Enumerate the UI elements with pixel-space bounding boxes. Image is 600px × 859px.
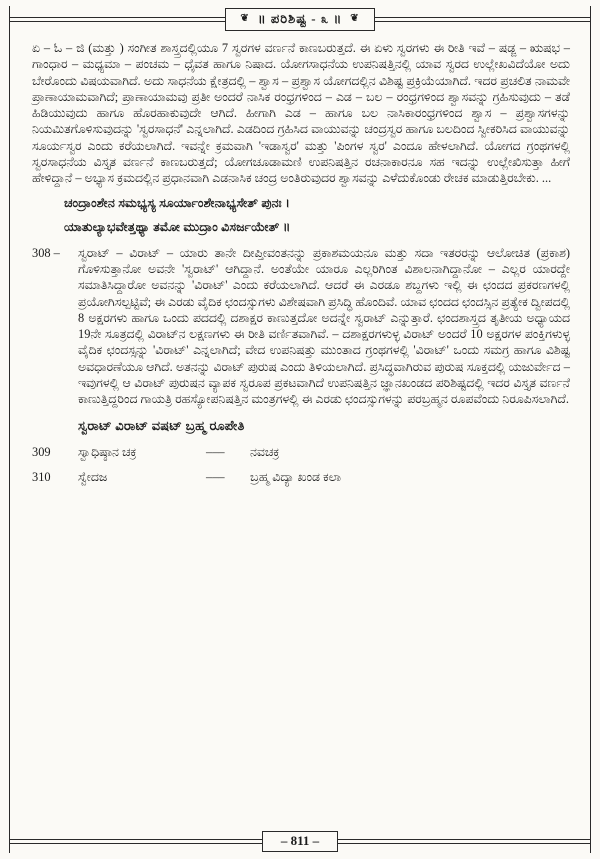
entry-309-number: 309 bbox=[32, 445, 51, 459]
glossary-entry-308 bbox=[32, 245, 570, 408]
glossary-entry-310 bbox=[32, 469, 570, 485]
page-header bbox=[10, 6, 590, 32]
header-ornament-right-icon: ❦ bbox=[350, 13, 360, 24]
shloka-line-1: ಚಂದ್ರಾಂಶೇನ ಸಮಭ್ಯಸ್ಯ ಸೂರ್ಯಾಂಶೇನಾಭ್ಯಸೇತ್ ಪುನಃ । bbox=[64, 196, 291, 211]
section-heading: ಸ್ವರಾಟ್ ವಿರಾಟ್ ವಷಟ್ ಬ್ರಹ್ಮ ರೂಪೇತಿ bbox=[78, 419, 245, 434]
entry-309-dashes: ––– bbox=[206, 445, 225, 459]
page-title: ॥ ಪರಿಶಿಷ್ಟ - ೩ ॥ bbox=[257, 10, 343, 26]
header-title-box bbox=[225, 8, 374, 31]
entry-308-text: ಸ್ವರಾಟ್ – ವಿರಾಟ್ – ಯಾರು ತಾನೇ ದೀಪ್ತೀವಂತನನ್ನು ಪ್ರಕಾಶಮಯನೂ ಮತ್ತು ಸದಾ ಇತರರನ್ನು ಆಲೋಚಿತ (ಪ್ರಕಾಶ) ಗೊಳಿಸುತ್ತಾನೋ ಅವನೇ 'ಸ್ವರಾಟ್' ಆಗಿದ್ದಾನೆ. ಅಂತೆಯೇ ಯಾರೂ ಎಲ್ಲರಿಗಿಂತ ವಿಶಾಲನಾಗಿದ್ದಾನೋ – ಎಲ್ಲರ ಯಾರದ್ದೇ ಸಮಾತಿಸಿದ್ದಾರೋ ಅವನನ್ನು 'ವಿರಾಟ್' ಎಂದು ಕರೆಯಲಾಗಿದೆ. ಆದರೆ ಈ ಎರಡೂ ಶಬ್ದಗಳು ಇಲ್ಲಿ ಈ ಛಂದದ ಪ್ರಕರಣಗಳಲ್ಲಿ ಪ್ರಯೋಗಿಸಲ್ಪಟ್ಟಿವೆ; ಈ ಎರಡು ವೈದಿಕ ಛಂದಸ್ಸುಗಳು ವಿಶೇಷವಾಗಿ ಪ್ರಸಿದ್ಧಿ ಹೊಂದಿವೆ. ಯಾವ ಛಂದದ ಛಂದಸ್ಸಿನ ಪ್ರತ್ಯೇಕ ದ್ವೀಪದಲ್ಲಿ 8 ಅಕ್ಷರಗಳು ಹಾಗೂ ಒಂದು ಪದದಲ್ಲಿ ದಶಾಕ್ಷರ ಕಾಣುತ್ತದೋ ಅದನ್ನೇ ಸ್ವರಾಟ್ ಎನ್ನುತ್ತಾರೆ. ಛಂದಶಾಸ್ತ್ರದ ತೃತೀಯ ಅಧ್ಯಾಯದ 19ನೇ ಸೂತ್ರದಲ್ಲಿ ವಿರಾಟ್‌ನ ಲಕ್ಷಣಗಳು ಈ ರೀತಿ ವರ್ಣಿತವಾಗಿವೆ. – ದಶಾಕ್ಷರಗಳುಳ್ಳ ವಿರಾಟ್ ಅಂದರೆ 10 ಅಕ್ಷರಗಳ ಪಂಕ್ತಿಗಳುಳ್ಳ ವೈದಿಕ ಛಂದಸ್ಸನ್ನು 'ವಿರಾಟ್' ಎನ್ನಲಾಗಿದೆ; ವೇದ ಉಪನಿಷತ್ತು ಮುಂತಾದ ಗ್ರಂಥಗಳಲ್ಲಿ 'ವಿರಾಟ್' ಒಂದು ಸಮಗ್ರ ಹಾಗೂ ವಿಶಿಷ್ಟ ಅವಧಾರಣೆಯೂ ಆಗಿದೆ. ಅತನನ್ನು ವಿರಾಟ್ ಪುರುಷ ಎಂದು ತಿಳಿಯಲಾಗಿದೆ. ಪ್ರಸಿದ್ಧವಾಗಿರುವ ಪುರುಷ ಸೂಕ್ತದಲ್ಲಿ ಯಜುರ್ವೇದ – ಇವುಗಳಲ್ಲಿ ಆ ವಿರಾಟ್ ಪುರುಷನ ವ್ಯಾಪಕ ಸ್ವರೂಪ ಪ್ರಕಟವಾಗಿದೆ ಉಪನಿಷತ್ತಿನ ಜ್ಞಾನಖಂಡದ ಪರಿಶಿಷ್ಟದಲ್ಲಿ ಇದರ ವಿಸ್ತೃತ ವರ್ಣನೆ ಕಾಣುತ್ತಿದ್ದರಿಂದ ಗಾಯತ್ರಿ ರಹಸ್ಯೋಪನಿಷತ್ತಿನ ಮಂತ್ರಗಳಲ್ಲಿ ಈ ಎರಡು ಛಂದಸ್ಸುಗಳನ್ನು ಪರಬ್ರಹ್ಮನ ರೂಪವೆಂದು ನಿರೂಪಿಸಲಾಗಿದೆ. bbox=[78, 245, 570, 406]
shloka-line-2: ಯಾತುಲ್ಯಾಭವೇತ್ತಥ್ಯಾ ತಮೋ ಮುದ್ರಾಂ ವಿಸರ್ಜಯೇತ್ ॥ bbox=[64, 219, 291, 234]
header-ornament-left-icon: ❦ bbox=[240, 13, 250, 24]
entry-309-definition: ನವಚಕ್ರ bbox=[250, 445, 280, 459]
footer-rule-left bbox=[10, 839, 262, 844]
entry-310-definition: ಬ್ರಹ್ಮ ವಿದ್ಯಾ ಖಂಡ ಕಲಾ bbox=[250, 470, 341, 485]
intro-paragraph: ಏ – ಓ – ಜಿ (ಮತ್ತು ) ಸಂಗೀತ ಶಾಸ್ತ್ರದಲ್ಲಿಯೂ 7 ಸ್ವರಗಳ ವರ್ಣನೆ ಕಾಣಬರುತ್ತದೆ. ಈ ಏಳು ಸ್ವರಗಳು ಈ ರೀತಿ ಇವೆ – ಷಡ್ಜ – ಋಷಭ – ಗಾಂಧಾರ – ಮಧ್ಯಮಾ – ಪಂಚಮ – ಧೈವತ ಹಾಗೂ ನಿಷಾದ. ಯೋಗಸಾಧನೆಯ ಉಪನಿಷತ್ತಿನಲ್ಲಿ ಯಾವ ಸ್ವರದ ಉಲ್ಲೇಖವಿದೆಯೋ ಅದು ಬೇರೊಂದು ವಿಷಯವಾಗಿದೆ. ಅದು ಸಾಧನೆಯ ಕ್ಷೇತ್ರದಲ್ಲಿ – ಶ್ವಾಸ – ಪ್ರಶ್ವಾಸ ಯೋಗದಲ್ಲಿನ ವಿಶಿಷ್ಟ ಪ್ರಕ್ರಿಯೆಯಾಗಿದೆ. ಇದರ ಪ್ರಚಲಿತ ನಾಮವೇ ಪ್ರಾಣಾಯಾಮವಾಗಿದೆ; ಪ್ರಾಣಾಯಾಮವು ಪ್ರತೀ ಅಂದರೆ ನಾಸಿಕ ರಂಧ್ರಗಳಿಂದ – ಎಡ – ಬಲ – ರಂಧ್ರಗಳಿಂದ ಶ್ವಾಸವನ್ನು ಗ್ರಹಿಸುವುದು – ತಡೆ ಹಿಡಿಯುವುದು ಹಾಗೂ ಹೊರಹಾಕುವುದೇ ಆಗಿದೆ. ಹೀಗಾಗಿ ಎಡ – ಹಾಗೂ ಬಲ ನಾಸಿಕಾರಂಧ್ರಗಳಿಂದ ಶ್ವಾಸ – ಪ್ರಶ್ವಾಸಗಳನ್ನು ನಿಯಮಿತಗೊಳಿಸುವುದನ್ನು 'ಸ್ವರಸಾಧನೆ' ಎನ್ನಲಾಗಿದೆ. ಎಡದಿಂದ ಗ್ರಹಿಸಿದ ವಾಯುವನ್ನು ಚಂದ್ರಸ್ವರ ಹಾಗೂ ಬಲದಿಂದ ಸ್ವೀಕರಿಸಿದ ವಾಯುವನ್ನು ಸೂರ್ಯಸ್ವರ ಎಂದು ಕರೆಯಲಾಗಿದೆ. ಇವನ್ನೇ ಕ್ರಮವಾಗಿ 'ಇಡಾಸ್ವರ' ಮತ್ತು 'ಪಿಂಗಳ ಸ್ವರ' ಎಂದೂ ಹೇಳಲಾಗಿದೆ. ಯೋಗದ ಗ್ರಂಥಗಳಲ್ಲಿ ಸ್ವರಸಾಧನೆಯ ವಿಸ್ತೃತ ವರ್ಣನೆ ಕಾಣಬರುತ್ತದೆ; ಯೋಗಚೂಡಾಮಣಿ ಉಪನಿಷತ್ತಿನ ರಚನಾಕಾರನೂ ಸಹ ಇದನ್ನು ಉಲ್ಲೇಖಿಸುತ್ತಾ ಹೀಗೆ ಹೇಳಿದ್ದಾನೆ – ಅಭ್ಯಾಸ ಕ್ರಮದಲ್ಲಿನ ಪ್ರಧಾನವಾಗಿ ಎಡನಾಸಿಕ ಚಂದ್ರ ಅಂತಿರುವುದರ ಶ್ವಾಸವನ್ನು ಎಳೆದುಕೊಂಡು ರೇಚಕ ಮಾಡುತ್ತಿರಬೇಕು. ... bbox=[32, 41, 570, 185]
entry-310-term: ಸ್ವೇದಜ bbox=[78, 470, 108, 485]
header-rule-right bbox=[375, 17, 590, 22]
footer-rule-right bbox=[338, 839, 590, 844]
page-footer bbox=[10, 829, 590, 853]
entry-308-number: 308 – bbox=[32, 245, 60, 260]
glossary-entry-309 bbox=[32, 444, 570, 460]
entry-310-number: 310 bbox=[32, 470, 51, 485]
header-rule-left bbox=[10, 17, 225, 22]
entry-310-dashes: ––– bbox=[206, 470, 225, 485]
entry-309-term: ಸ್ವಾಧಿಷ್ಠಾನ ಚಕ್ರ bbox=[78, 445, 137, 459]
page-number: – 811 – bbox=[262, 831, 338, 852]
page-body bbox=[10, 32, 590, 829]
page-border-frame bbox=[9, 6, 591, 853]
